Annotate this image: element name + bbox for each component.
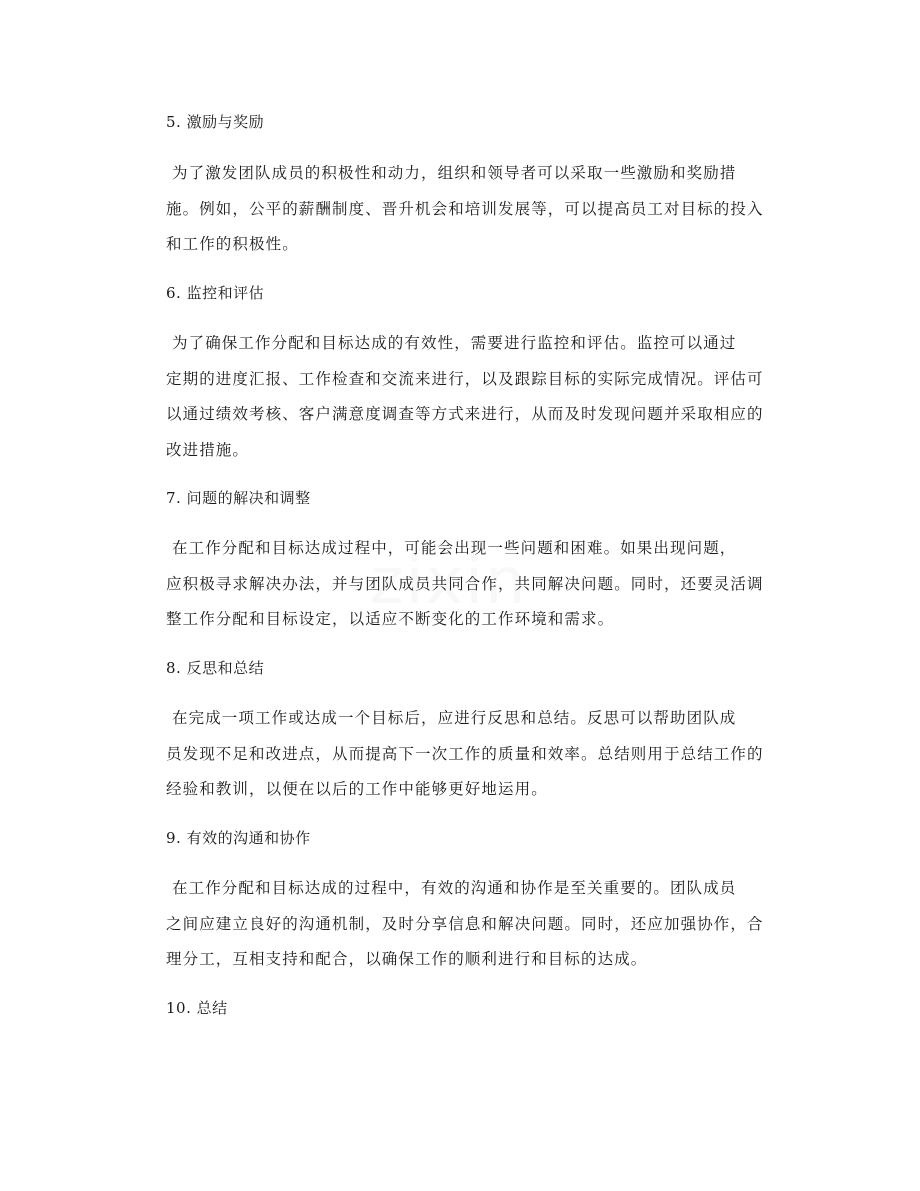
section-heading-5: 5. 激励与奖励: [166, 113, 265, 131]
section-heading-8: 8. 反思和总结: [166, 659, 265, 677]
paragraph-line: 整工作分配和目标设定，以适应不断变化的工作环境和需求。: [166, 610, 615, 628]
paragraph-line: 员发现不足和改进点，从而提高下一次工作的质量和效率。总结则用于总结工作的: [166, 744, 764, 763]
paragraph-line: 以通过绩效考核、客户满意度调查等方式来进行，从而及时发现问题并采取相应的: [166, 405, 764, 423]
paragraph-line: 为了确保工作分配和目标达成的有效性，需要进行监控和评估。监控可以通过: [172, 334, 737, 352]
paragraph-line: 定期的进度汇报、工作检查和交流来进行，以及跟踪目标的实际完成情况。评估可: [166, 369, 764, 388]
section-heading-6: 6. 监控和评估: [166, 284, 265, 302]
paragraph-line: 在完成一项工作或达成一个目标后，应进行反思和总结。反思可以帮助团队成: [172, 709, 737, 727]
section-paragraph-7: [166, 531, 764, 638]
section-paragraph-5: [166, 156, 764, 263]
paragraph-line: 在工作分配和目标达成过程中，可能会出现一些问题和困难。如果出现问题，: [172, 539, 737, 557]
section-heading-7: 7. 问题的解决和调整: [166, 489, 311, 507]
paragraph-line: 之间应建立良好的沟通机制，及时分享信息和解决问题。同时，还应加强协作，合: [166, 914, 764, 933]
paragraph-line: 和工作的积极性。: [166, 235, 299, 253]
section-paragraph-9: [166, 871, 764, 978]
paragraph-line: 施。例如，公平的薪酬制度、晋升机会和培训发展等，可以提高员工对目标的投入: [166, 199, 764, 218]
section-heading-9: 9. 有效的沟通和协作: [166, 829, 311, 847]
paragraph-line: 理分工，互相支持和配合，以确保工作的顺利进行和目标的达成。: [166, 950, 648, 968]
paragraph-line: 在工作分配和目标达成的过程中，有效的沟通和协作是至关重要的。团队成员: [172, 879, 737, 897]
paragraph-line: 应积极寻求解决办法，并与团队成员共同合作，共同解决问题。同时，还要灵活调: [166, 574, 764, 593]
paragraph-line: 改进措施。: [166, 440, 250, 459]
paragraph-line: 为了激发团队成员的积极性和动力，组织和领导者可以采取一些激励和奖励措: [172, 164, 737, 182]
section-paragraph-8: [166, 701, 764, 808]
watermark: zixin: [370, 545, 528, 619]
section-heading-10: 10. 总结: [166, 999, 228, 1017]
paragraph-line: 经验和教训，以便在以后的工作中能够更好地运用。: [166, 780, 548, 798]
section-paragraph-6: [166, 326, 764, 468]
